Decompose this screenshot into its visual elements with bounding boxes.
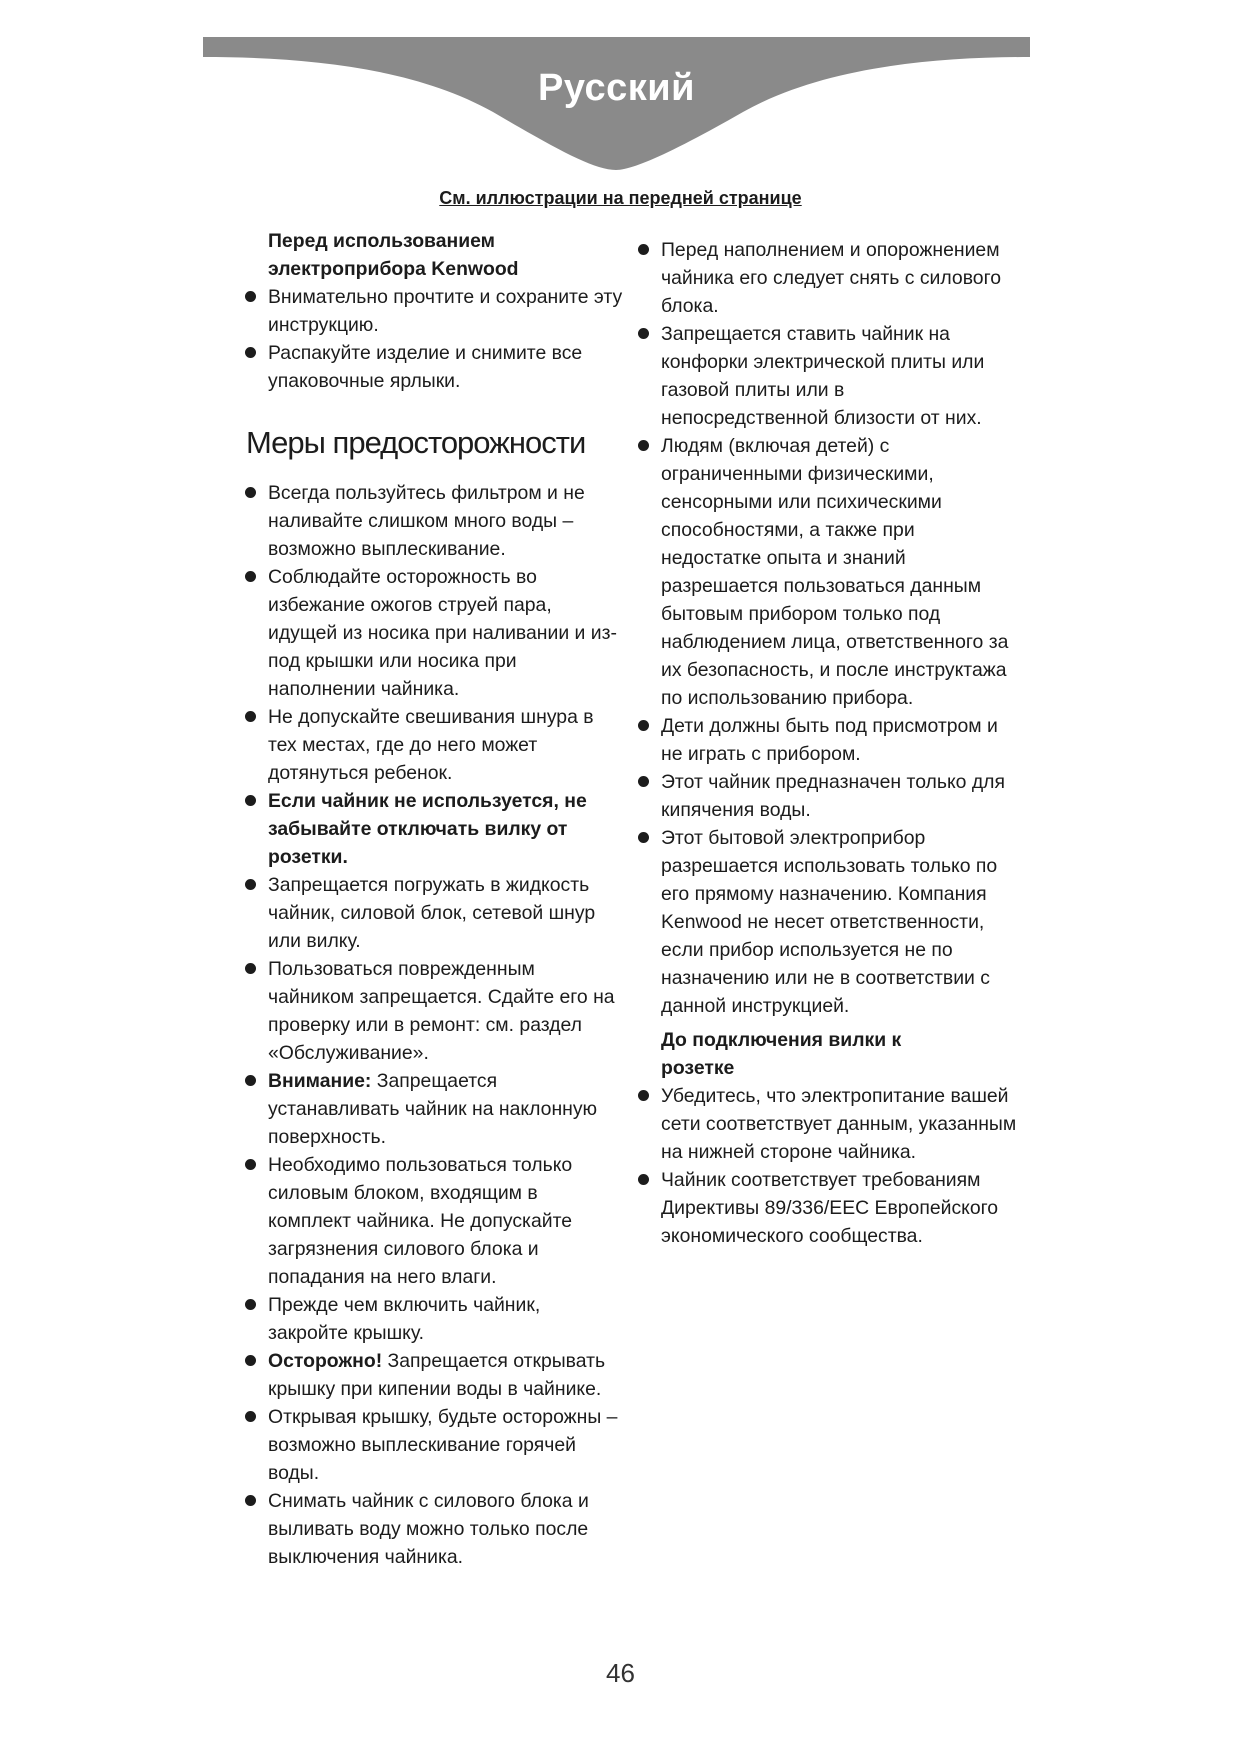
safety-item: Этот чайник предназначен только для кипячения воды. (637, 768, 1017, 824)
intro-item: Внимательно прочтите и сохраните эту инструкцию. (244, 283, 624, 339)
safety-item: Открывая крышку, будьте осторожны – возможно выплескивание горячей воды. (244, 1403, 624, 1487)
safety-item: Запрещается погружать в жидкость чайник, силовой блок, сетевой шнур или вилку. (244, 871, 624, 955)
page-number: 46 (606, 1658, 635, 1688)
safety-item: Пользоваться поврежденным чайником запрещается. Сдайте его на проверку или в ремонт: см. раздел «Обслуживание». (244, 955, 624, 1067)
intro-item: Распакуйте изделие и снимите все упаковочные ярлыки. (244, 339, 624, 395)
section-title-safety: Меры предосторожности (246, 425, 586, 460)
left-column (244, 227, 624, 1571)
safety-item: Всегда пользуйтесь фильтром и не наливайте слишком много воды – возможно выплескивание. (244, 479, 624, 563)
safety-item: Запрещается ставить чайник на конфорки электрической плиты или газовой плиты или в непосредственной близости от них. (637, 320, 1017, 432)
right-column (637, 236, 1017, 1250)
intro-heading-line1: Перед использованием (268, 230, 496, 252)
safety-item-caution (244, 1347, 624, 1403)
safety-item: Перед наполнением и опорожнением чайника его следует снять с силового блока. (637, 236, 1017, 320)
attention-text: Запрещается устанавливать чайник на наклонную поверхность. (268, 1070, 598, 1148)
safety-item: Соблюдайте осторожность во избежание ожогов струей пара, идущей из носика при наливании и из-под крышки или носика при наполнении чайника. (244, 563, 624, 703)
language-header (203, 37, 1030, 170)
caution-text: Запрещается открывать крышку при кипении воды в чайнике. (268, 1350, 606, 1400)
safety-item: Не допускайте свешивания шнура в тех местах, где до него может дотянуться ребенок. (244, 703, 624, 787)
safety-item: Этот бытовой электроприбор разрешается использовать только по его прямому назначению. Компания Kenwood не несет ответственности, если прибор используется не по назначению или не в соответствии с данной инструкцией. (637, 824, 1017, 1020)
safety-item-attention (244, 1067, 624, 1151)
plug-item: Чайник соответствует требованиям Директивы 89/336/EEC Европейского экономического сообщества. (637, 1166, 1017, 1250)
intro-heading (244, 227, 624, 283)
safety-item: Необходимо пользоваться только силовым блоком, входящим в комплект чайника. Не допускайте загрязнения силового блока и попадания на него влаги. (244, 1151, 624, 1291)
caution-label: Осторожно! (268, 1350, 383, 1372)
see-illustrations-note: См. иллюстрации на передней странице (439, 188, 802, 208)
language-title: Русский (537, 67, 696, 109)
intro-list (244, 283, 624, 395)
safety-item: Дети должны быть под присмотром и не играть с прибором. (637, 712, 1017, 768)
attention-label: Внимание: (268, 1070, 372, 1092)
intro-heading-line2: электроприбора Kenwood (268, 258, 519, 280)
safety-item: Людям (включая детей) с ограниченными физическими, сенсорными или психическими способностями, а также при недостатке опыта и знаний разрешается пользоваться данным бытовым прибором только под наблюдением лица, ответственного за их безопасность, и после инструктажа по использованию прибора. (637, 432, 1017, 712)
plug-list (637, 1082, 1017, 1250)
safety-item: Снимать чайник с силового блока и выливать воду можно только после выключения чайника. (244, 1487, 624, 1571)
safety-item-unplug: Если чайник не используется, не забывайте отключать вилку от розетки. (244, 787, 624, 871)
safety-list-right (637, 236, 1017, 1020)
plug-heading (637, 1026, 1017, 1082)
plug-heading-line1: До подключения вилки к (661, 1029, 902, 1051)
safety-list-left (244, 479, 624, 1571)
plug-heading-line2: розетке (661, 1057, 735, 1079)
plug-item: Убедитесь, что электропитание вашей сети соответствует данным, указанным на нижней стороне чайника. (637, 1082, 1017, 1166)
safety-item: Прежде чем включить чайник, закройте крышку. (244, 1291, 624, 1347)
